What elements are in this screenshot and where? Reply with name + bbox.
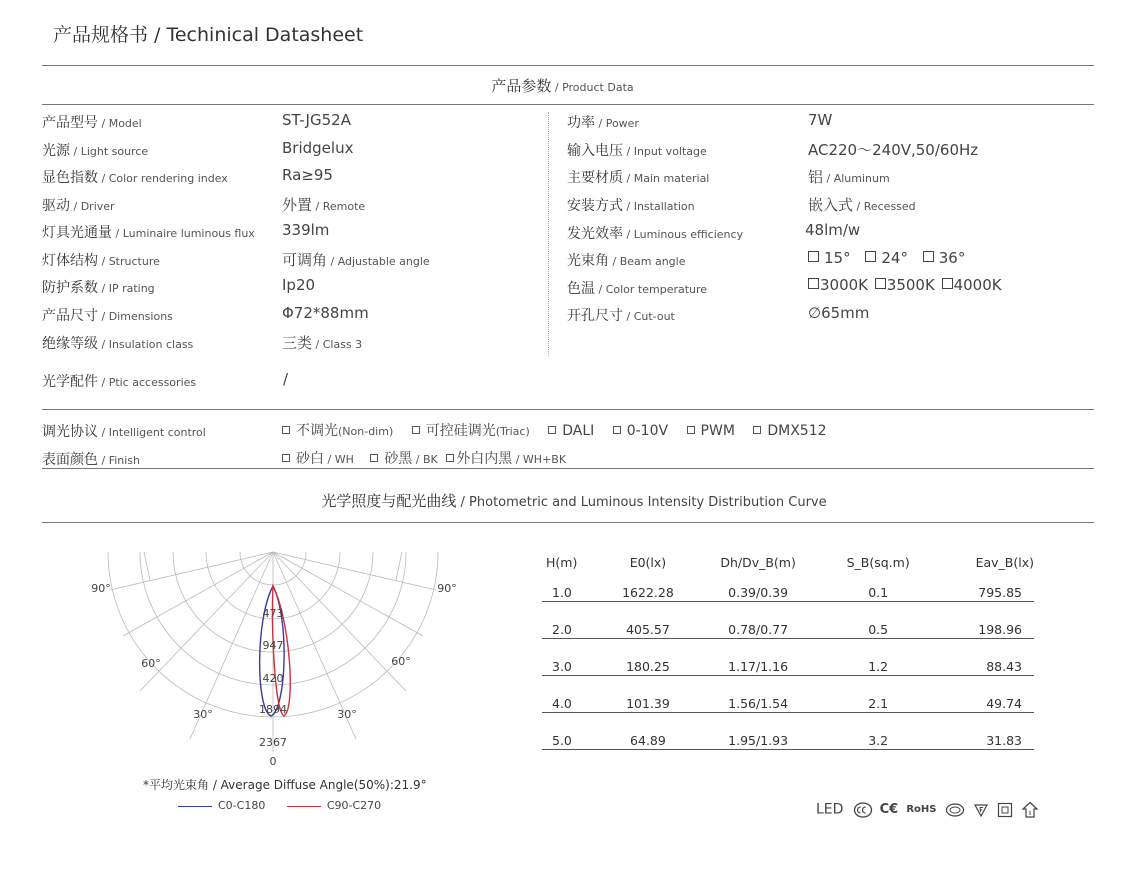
table-cell: 795.85 (933, 576, 1034, 601)
radial-label: 947 (262, 639, 284, 652)
f-mark-icon (973, 802, 989, 818)
table-cell: 64.89 (603, 712, 693, 749)
spec-label-light-source: 光源 / Light source (42, 143, 149, 159)
table-cell: 0.5 (824, 601, 933, 638)
table-cell: 2.1 (824, 675, 933, 712)
spec-label-input-voltage: 输入电压 / Input voltage (567, 143, 707, 159)
finish-option-wh[interactable]: 砂白 / WH (282, 451, 354, 467)
angle-label-left-30: 30° (193, 708, 213, 721)
spec-value-cutout: ∅65mm (808, 304, 870, 322)
certification-marks (816, 799, 1039, 819)
radial-label: 420 (262, 672, 284, 685)
checkbox-icon (412, 426, 420, 434)
spec-value-light-source: Bridgelux (282, 139, 354, 157)
product-data-heading: 产品参数 / Product Data (491, 77, 634, 95)
spec-label-model: 产品型号 / Model (42, 115, 142, 131)
beam-angle-options (808, 249, 965, 267)
legend-item-c90: C90-C270 (287, 799, 381, 812)
spec-value-model: ST-JG52A (282, 111, 351, 129)
spec-label-structure: 灯体结构 / Structure (42, 253, 160, 269)
radial-label: 473 (262, 607, 284, 620)
spec-value-cri: Ra≥95 (282, 166, 333, 184)
angle-label-left-90: 90° (91, 582, 111, 595)
spec-value-installation: 嵌入式 / Recessed (808, 196, 916, 214)
ccc-icon (853, 801, 873, 819)
column-header: H(m) (546, 554, 578, 570)
legend-line-red (287, 806, 321, 807)
angle-label-zero: 0 (269, 755, 277, 768)
table-row (542, 576, 1034, 601)
spec-value-input-voltage: AC220～240V,50/60Hz (808, 141, 979, 159)
table-cell: 2.0 (542, 601, 603, 638)
spec-label-optic: 光学配件 / Ptic accessories (42, 374, 197, 390)
table-cell: 3.0 (542, 638, 603, 675)
class-ii-icon (997, 802, 1013, 818)
checkbox-icon (753, 426, 761, 434)
control-label: 调光协议 / Intelligent control (42, 424, 206, 440)
ce-mark-icon: C€ (879, 802, 899, 817)
angle-label-left-60: 60° (141, 657, 161, 670)
spec-value-flux: 339lm (282, 221, 330, 239)
cct-option[interactable]: 3000K (808, 276, 868, 294)
spec-value-material: 铝 / Aluminum (808, 168, 890, 186)
page-title: 产品规格书 / Techinical Datasheet (53, 24, 364, 46)
divider (42, 104, 1094, 105)
checkbox-icon (865, 251, 876, 262)
table-row (542, 675, 1034, 712)
table-cell: 0.1 (824, 576, 933, 601)
spec-label-beam-angle: 光束角 / Beam angle (567, 253, 686, 269)
table-cell: 1.56/1.54 (693, 675, 824, 712)
legend-line-blue (178, 806, 212, 807)
table-row (542, 601, 1034, 638)
control-options (282, 420, 827, 440)
cct-option[interactable]: 4000K (942, 276, 1002, 294)
recessed-mount-icon (1021, 801, 1039, 819)
table-cell: 1.95/1.93 (693, 712, 824, 749)
finish-option-bk[interactable]: 砂黑 / BK (370, 451, 437, 467)
divider (42, 409, 1094, 410)
checkbox-icon (687, 426, 695, 434)
spec-label-efficiency: 发光效率 / Luminous efficiency (567, 226, 744, 242)
spec-value-dimensions: Φ72*88mm (282, 304, 369, 322)
table-cell: 101.39 (603, 675, 693, 712)
spec-label-material: 主要材质 / Main material (567, 170, 710, 186)
checkbox-icon (282, 454, 290, 462)
spec-value-structure: 可调角 / Adjustable angle (282, 251, 430, 269)
table-cell: 3.2 (824, 712, 933, 749)
checkbox-icon (875, 278, 886, 289)
spec-value-ip: Ip20 (282, 276, 316, 294)
legend (178, 799, 381, 812)
spec-value-optic: / (283, 370, 289, 388)
spec-label-dimensions: 产品尺寸 / Dimensions (42, 308, 173, 324)
spec-value-driver: 外置 / Remote (282, 196, 366, 214)
control-option-pwm[interactable]: PWM (687, 423, 735, 439)
spec-label-installation: 安装方式 / Installation (567, 198, 695, 214)
table-cell: 5.0 (542, 712, 603, 749)
control-option-triac[interactable]: 可控硅调光(Triac) (412, 423, 530, 439)
finish-option-wh-bk[interactable]: 外白内黑 / WH+BK (446, 451, 566, 467)
photometric-table (542, 548, 1034, 750)
checkbox-icon (808, 251, 819, 262)
checkbox-icon (282, 426, 290, 434)
control-option-non-dim[interactable]: 不调光(Non-dim) (282, 423, 393, 439)
checkbox-icon (446, 454, 454, 462)
photometric-heading: 光学照度与配光曲线 / Photometric and Luminous Intensity Distribution Curve (321, 492, 827, 510)
average-angle-note: *平均光束角 / Average Diffuse Angle(50%):21.9° (143, 778, 427, 792)
angle-label-right-60: 60° (391, 655, 411, 668)
cct-options (808, 276, 1002, 294)
table-cell: 4.0 (542, 675, 603, 712)
control-option-dmx512[interactable]: DMX512 (753, 423, 826, 439)
table-cell: 180.25 (603, 638, 693, 675)
cct-option[interactable]: 3500K (875, 276, 935, 294)
table-cell: 1.2 (824, 638, 933, 675)
checkbox-icon (808, 278, 819, 289)
column-header: E0(lx) (629, 554, 667, 570)
table-row (542, 638, 1034, 675)
spec-label-cri: 显色指数 / Color rendering index (42, 170, 228, 186)
table-cell: 49.74 (933, 675, 1034, 712)
table-cell: 0.78/0.77 (693, 601, 824, 638)
spec-label-cct: 色温 / Color temperature (567, 281, 708, 297)
radial-label: 2367 (259, 736, 287, 749)
column-header: S_B(sq.m) (846, 554, 910, 570)
table-cell: 1.17/1.16 (693, 638, 824, 675)
spec-label-ip: 防护系数 / IP rating (42, 280, 155, 296)
spec-label-driver: 驱动 / Driver (42, 198, 115, 214)
legend-item-c0: C0-C180 (178, 799, 265, 812)
control-option-0-10v[interactable]: 0-10V (613, 423, 668, 439)
beam-option[interactable]: 36° (923, 249, 966, 267)
divider (42, 468, 1094, 469)
table-cell: 0.39/0.39 (693, 576, 824, 601)
table-cell: 198.96 (933, 601, 1034, 638)
spec-label-flux: 灯具光通量 / Luminaire luminous flux (42, 225, 255, 241)
table-cell: 88.43 (933, 638, 1034, 675)
spec-label-power: 功率 / Power (567, 115, 639, 131)
beam-option[interactable]: 15° (808, 249, 851, 267)
rohs-icon: RoHS (906, 804, 937, 815)
checkbox-icon (548, 426, 556, 434)
beam-option[interactable]: 24° (865, 249, 908, 267)
checkbox-icon (613, 426, 621, 434)
radial-label: 1894 (259, 703, 287, 716)
checkbox-icon (370, 454, 378, 462)
checkbox-icon (942, 278, 953, 289)
column-header: Dh/Dv_B(m) (720, 554, 796, 570)
divider (42, 65, 1094, 66)
led-label: LED (816, 801, 844, 818)
table-cell: 1622.28 (603, 576, 693, 601)
finish-label: 表面颜色 / Finish (42, 452, 141, 468)
checkbox-icon (923, 251, 934, 262)
angle-label-right-30: 30° (337, 708, 357, 721)
control-option-dali[interactable]: DALI (548, 423, 594, 439)
divider (42, 522, 1094, 523)
spec-value-efficiency: 48lm/w (805, 221, 861, 239)
spec-label-insulation: 绝缘等级 / Insulation class (42, 336, 194, 352)
table-row (542, 712, 1034, 749)
spec-value-power: 7W (808, 111, 833, 129)
column-header: Eav_B(lx) (975, 554, 1034, 570)
column-divider (548, 112, 549, 356)
table-cell: 1.0 (542, 576, 603, 601)
angle-label-right-90: 90° (437, 582, 457, 595)
table-header-row (542, 548, 1034, 576)
spec-label-cutout: 开孔尺寸 / Cut-out (567, 308, 675, 324)
spec-value-insulation: 三类 / Class 3 (282, 334, 363, 352)
table-cell: 31.83 (933, 712, 1034, 749)
finish-options (282, 448, 566, 468)
table-cell: 405.57 (603, 601, 693, 638)
cqc-icon (945, 802, 965, 818)
